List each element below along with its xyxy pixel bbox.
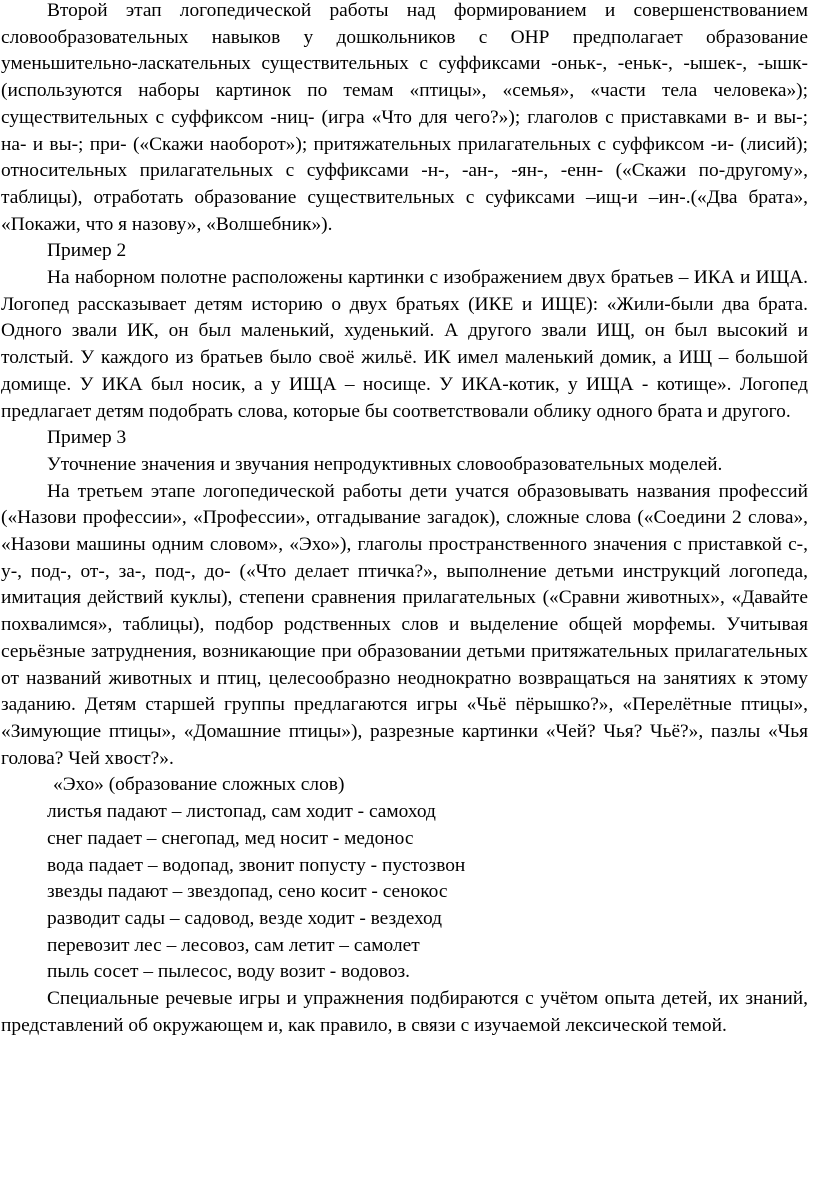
- echo-list-item: звезды падают – звездопад, сено косит - сенокос: [47, 881, 448, 903]
- echo-list-item: перевозит лес – лесовоз, сам летит – самолет: [47, 934, 420, 956]
- paragraph-clarification: Уточнение значения и звучания непродуктивных словообразовательных моделей.: [47, 453, 723, 475]
- echo-word-list: [1, 799, 808, 986]
- echo-list-item: вода падает – водопад, звонит попусту - пустозвон: [47, 854, 466, 876]
- paragraph-two-brothers: На наборном полотне расположены картинки с изображением двух братьев – ИКА и ИЩА. Логопед рассказывает детям историю о двух братьях (ИКЕ и ИЩЕ): «Жили-были два брата. Одного звали ИК, он был маленький, худенький. А другого звали ИЩ, он был высокий и толстый. У каждого из братьев было своё жильё. ИК имел маленький домик, а ИЩ – большой домище. У ИКА был носик, а у ИЩА – носище. У ИКА-котик, у ИЩА - котище». Логопед предлагает детям подобрать слова, которые бы соответствовали облику одного брата и другого.: [1, 267, 808, 422]
- echo-game-heading: «Эхо» (образование сложных слов): [53, 774, 345, 796]
- echo-list-item: снег падает – снегопад, мед носит - медонос: [47, 827, 414, 849]
- paragraph-third-stage: На третьем этапе логопедической работы дети учатся образовывать названия профессий («Назови профессии», «Профессии», отгадывание загадок), сложные слова («Соедини 2 слова», «Назови машины одним словом», «Эхо»), глаголы пространственного значения с приставкой с-, у-, под-, от-, за-, под-, до- («Что делает птичка?», выполнение детьми инструкций логопеда, имитация действий куклы), степени сравнения прилагательных («Сравни животных», «Давайте похвалимся», таблицы), подбор родственных слов и выделение общей морфемы. Учитывая серьёзные затруднения, возникающие при образовании детьми притяжательных прилагательных от названий животных и птиц, целесообразно неоднократно возвращаться на занятиях к этому заданию. Детям старшей группы предлагаются игры «Чьё пёрышко?», «Перелётные птицы», «Зимующие птицы», «Домашние птицы»), разрезные картинки «Чей? Чья? Чьё?», пазлы «Чья голова? Чей хвост?».: [1, 480, 808, 769]
- echo-list-item: пыль сосет – пылесос, воду возит - водовоз.: [47, 961, 411, 983]
- echo-list-item: листья падают – листопад, сам ходит - самоход: [47, 801, 436, 823]
- paragraph-second-stage: Второй этап логопедической работы над формированием и совершенствованием словообразовательных навыков у дошкольников с ОНР предполагает образование уменьшительно-ласкательных существительных с суффиксами -оньк-, -еньк-, -ышек-, -ышк- (используются наборы картинок по темам «птицы», «семья», «части тела человека»); существительных с суффиксом -ниц- (игра «Что для чего?»); глаголов с приставками в- и вы-; на- и вы-; при- («Скажи наоборот»); притяжательных прилагательных с суффиксом -и- (лисий); относительных прилагательных с суффиксами -н-, -ан-, -ян-, -енн- («Скажи по-другому», таблицы), отработать образование существительных с суфиксами –ищ-и –ин-.(«Два брата», «Покажи, что я назову», «Волшебник»).: [1, 0, 808, 235]
- example-2-heading: Пример 2: [47, 240, 127, 262]
- echo-list-item: разводит сады – садовод, везде ходит - вездеход: [47, 907, 442, 929]
- paragraph-speech-games: Специальные речевые игры и упражнения подбираются с учётом опыта детей, их знаний, представлений об окружающем и, как правило, в связи с изучаемой лексической темой.: [1, 988, 808, 1036]
- example-3-heading: Пример 3: [47, 427, 127, 449]
